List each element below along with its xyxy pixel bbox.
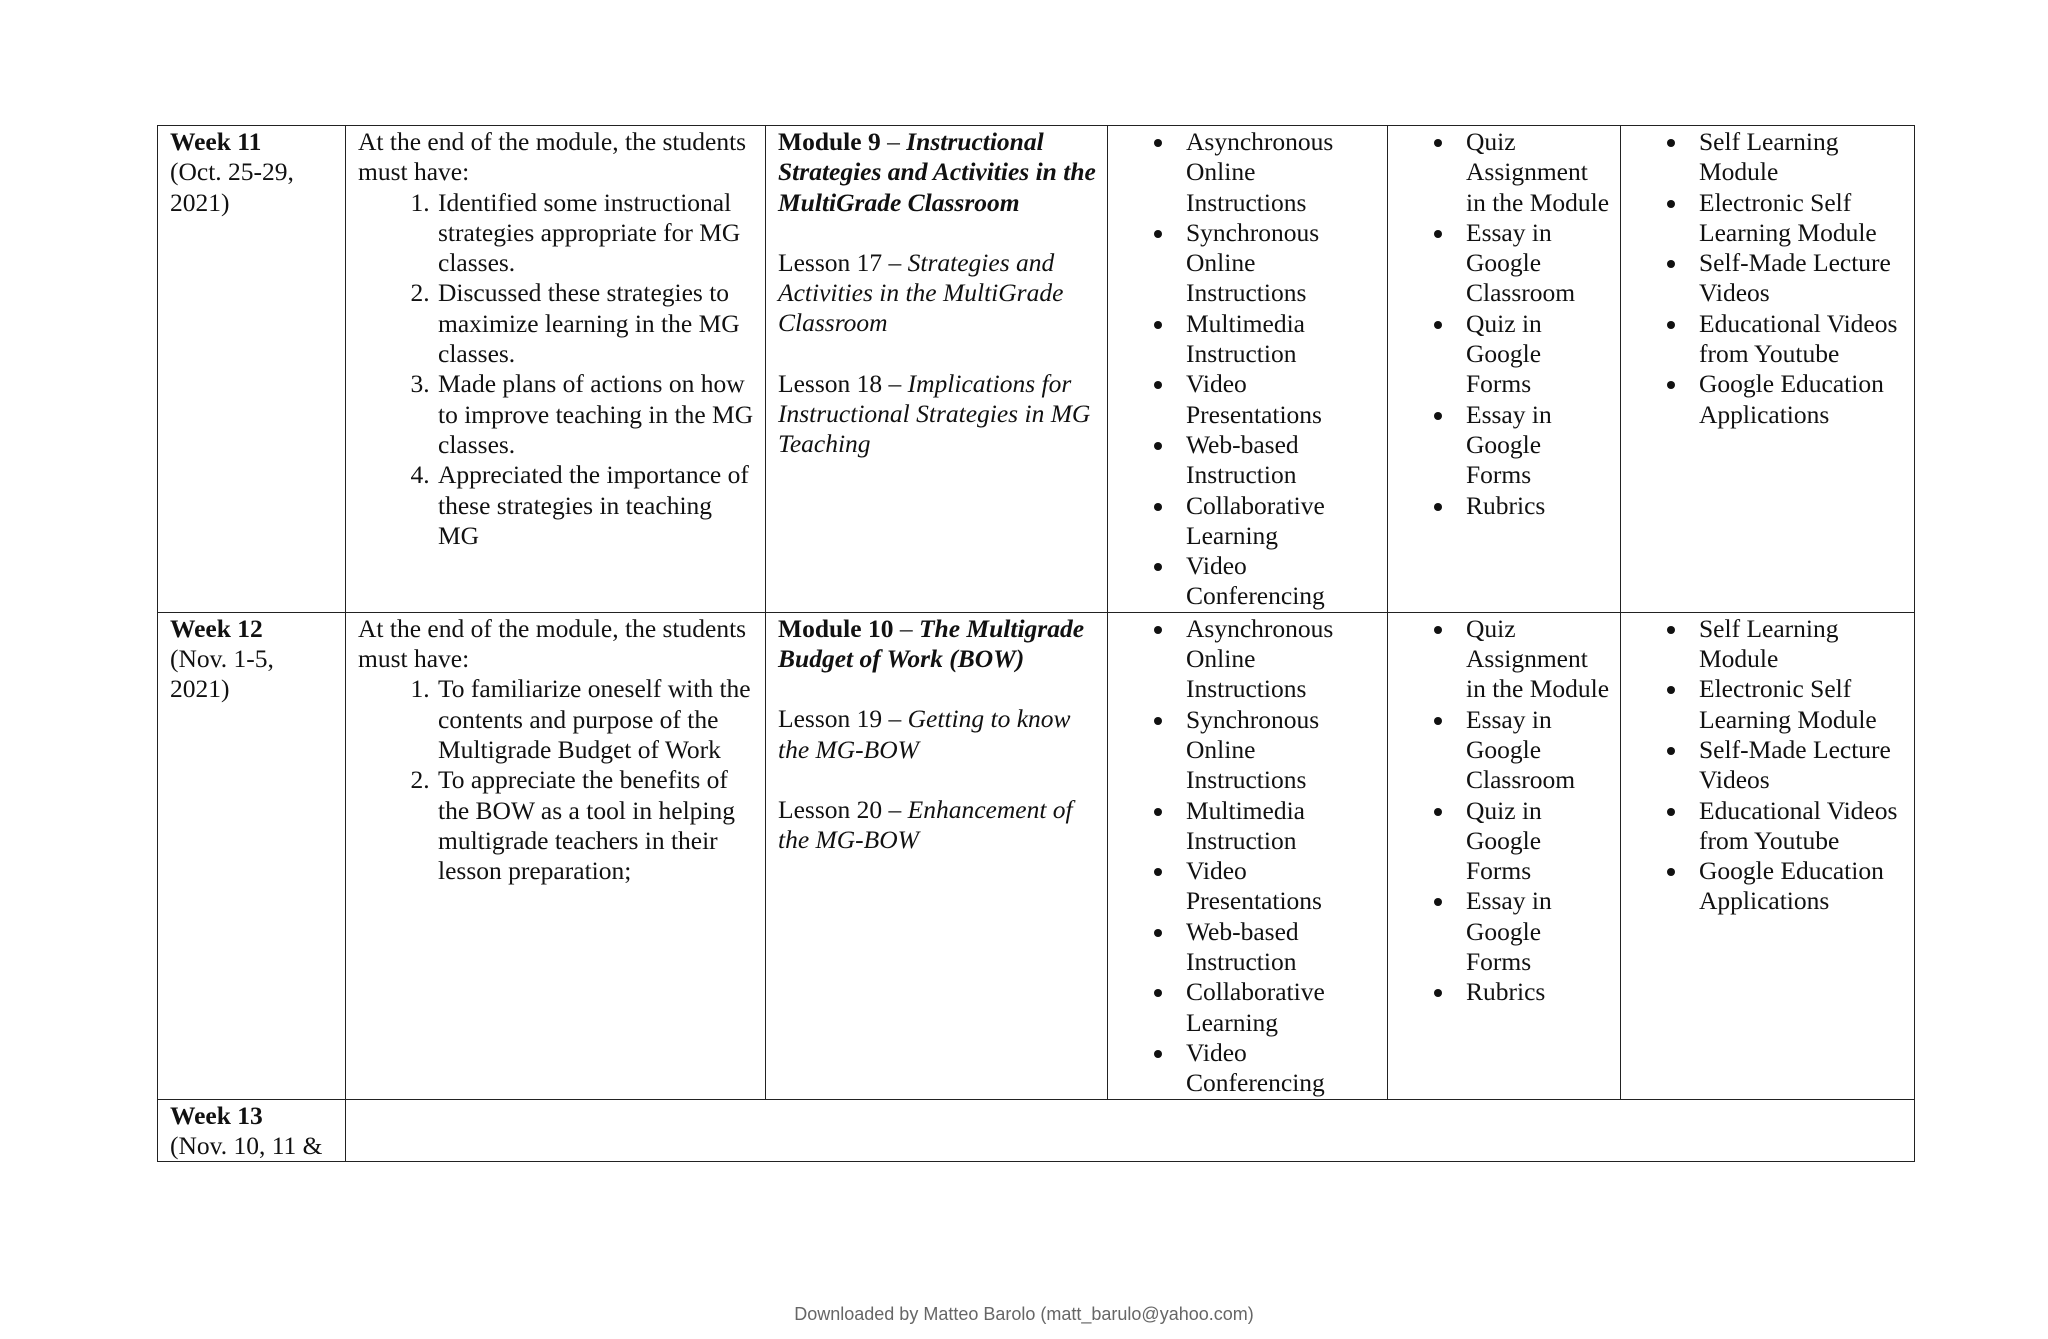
assessment-item: • Essay in Google Forms	[1456, 886, 1612, 977]
objective-item: 3. Made plans of actions on how to improve teaching in the MG classes.	[436, 369, 757, 460]
week-dates: (Nov. 1-5,	[170, 644, 274, 674]
resource-item: • Educational Videos from Youtube	[1689, 309, 1906, 370]
week-cell	[158, 612, 346, 1099]
resources-list	[1633, 127, 1906, 430]
download-footer: Downloaded by Matteo Barolo (matt_barulo@yahoo.com)	[794, 1304, 1254, 1324]
assessment-list	[1400, 127, 1612, 521]
delivery-item: • Synchronous Online Instructions	[1176, 218, 1379, 309]
objective-item: 1. Identified some instructional strategies appropriate for MG classes.	[436, 188, 757, 279]
lesson-title: Getting to know the MG-BOW	[778, 704, 1071, 764]
dash: –	[888, 704, 902, 734]
assessment-list	[1400, 614, 1612, 1008]
resource-item: • Self Learning Module	[1689, 614, 1906, 675]
assessment-item: • Rubrics	[1456, 491, 1612, 521]
objective-item: 2. Discussed these strategies to maximize learning in the MG classes.	[436, 278, 757, 369]
assessment-item: • Rubrics	[1456, 977, 1612, 1007]
resource-item: • Educational Videos from Youtube	[1689, 796, 1906, 857]
assessment-item: • Essay in Google Classroom	[1456, 705, 1612, 796]
week-13-row	[158, 1099, 1915, 1162]
module-title: The Multigrade Budget of Work (BOW)	[778, 613, 1085, 674]
module-label: Module 9	[778, 127, 881, 156]
objectives-cell	[346, 126, 766, 613]
week-dates: 2021)	[170, 187, 230, 217]
module-heading	[778, 614, 1099, 675]
lesson-label: Lesson 19	[778, 704, 883, 734]
week-dates: (Oct. 25-29,	[170, 157, 294, 187]
lesson-entry	[778, 248, 1099, 339]
dash: –	[888, 368, 902, 398]
assessment-item: • Quiz in Google Forms	[1456, 309, 1612, 400]
lesson-title: Strategies and Activities in the MultiGrade Classroom	[778, 247, 1064, 338]
lesson-label: Lesson 17	[778, 247, 883, 277]
week-dates: (Nov. 10, 11 &	[170, 1130, 323, 1160]
week-cell	[158, 126, 346, 613]
module-label: Module 10	[778, 613, 894, 643]
delivery-item: • Web-based Instruction	[1176, 430, 1379, 491]
objectives-list	[358, 674, 757, 886]
module-title: Instructional Strategies and Activities in the MultiGrade Classroom	[778, 127, 1096, 217]
lesson-entry	[778, 369, 1099, 460]
resources-cell	[1621, 612, 1915, 1099]
objective-item: 1. To familiarize oneself with the contents and purpose of the Multigrade Budget of Work	[436, 674, 757, 765]
delivery-item: • Web-based Instruction	[1176, 917, 1379, 978]
dash: –	[899, 613, 913, 643]
delivery-item: • Video Conferencing	[1176, 551, 1379, 612]
lesson-entry	[778, 795, 1099, 856]
lesson-label: Lesson 20	[778, 794, 883, 824]
dash: –	[888, 247, 902, 277]
lesson-entry	[778, 704, 1099, 765]
resource-item: • Self Learning Module	[1689, 127, 1906, 188]
week-cell	[158, 1099, 346, 1162]
resource-item: • Google Education Applications	[1689, 369, 1906, 430]
week-dates: 2021)	[170, 674, 230, 704]
objective-item: 4. Appreciated the importance of these strategies in teaching MG	[436, 460, 757, 551]
delivery-cell	[1108, 612, 1388, 1099]
objectives-cell	[346, 612, 766, 1099]
assessment-item: • Quiz Assignment in the Module	[1456, 127, 1612, 218]
content-cell	[766, 126, 1108, 613]
objectives-intro: At the end of the module, the students must have:	[358, 613, 747, 674]
objectives-intro: At the end of the module, the students must have:	[358, 127, 747, 187]
lesson-title: Enhancement of the MG-BOW	[778, 794, 1073, 855]
assessment-item: • Quiz Assignment in the Module	[1456, 614, 1612, 705]
delivery-list	[1120, 127, 1379, 612]
assessment-item: • Quiz in Google Forms	[1456, 796, 1612, 887]
week-label: Week 12	[170, 613, 263, 643]
resource-item: • Electronic Self Learning Module	[1689, 674, 1906, 735]
delivery-item: • Asynchronous Online Instructions	[1176, 614, 1379, 705]
content-cell	[766, 612, 1108, 1099]
syllabus-table	[157, 125, 1915, 1162]
week-13-content-cell	[346, 1099, 1915, 1162]
objective-item: 2. To appreciate the benefits of the BOW as a tool in helping multigrade teachers in their lesson preparation;	[436, 765, 757, 886]
assessment-cell	[1388, 612, 1621, 1099]
week-12-row	[158, 612, 1915, 1099]
week-11-row	[158, 126, 1915, 613]
dash: –	[887, 127, 900, 156]
assessment-item: • Essay in Google Classroom	[1456, 218, 1612, 309]
delivery-list	[1120, 614, 1379, 1099]
assessment-cell	[1388, 126, 1621, 613]
delivery-item: • Video Presentations	[1176, 856, 1379, 917]
delivery-item: • Collaborative Learning	[1176, 491, 1379, 552]
delivery-item: • Video Conferencing	[1176, 1038, 1379, 1099]
week-label: Week 13	[170, 1100, 263, 1130]
objectives-list	[358, 188, 757, 552]
delivery-item: • Multimedia Instruction	[1176, 796, 1379, 857]
delivery-cell	[1108, 126, 1388, 613]
resource-item: • Self-Made Lecture Videos	[1689, 248, 1906, 309]
resources-cell	[1621, 126, 1915, 613]
delivery-item: • Multimedia Instruction	[1176, 309, 1379, 370]
resource-item: • Google Education Applications	[1689, 856, 1906, 917]
delivery-item: • Collaborative Learning	[1176, 977, 1379, 1038]
week-label: Week 11	[170, 127, 262, 156]
delivery-item: • Asynchronous Online Instructions	[1176, 127, 1379, 218]
resource-item: • Self-Made Lecture Videos	[1689, 735, 1906, 796]
delivery-item: • Video Presentations	[1176, 369, 1379, 430]
delivery-item: • Synchronous Online Instructions	[1176, 705, 1379, 796]
resource-item: • Electronic Self Learning Module	[1689, 188, 1906, 249]
lesson-title: Implications for Instructional Strategies in MG Teaching	[778, 368, 1091, 459]
module-heading	[778, 127, 1099, 218]
resources-list	[1633, 614, 1906, 917]
assessment-item: • Essay in Google Forms	[1456, 400, 1612, 491]
dash: –	[888, 794, 902, 824]
lesson-label: Lesson 18	[778, 368, 883, 398]
